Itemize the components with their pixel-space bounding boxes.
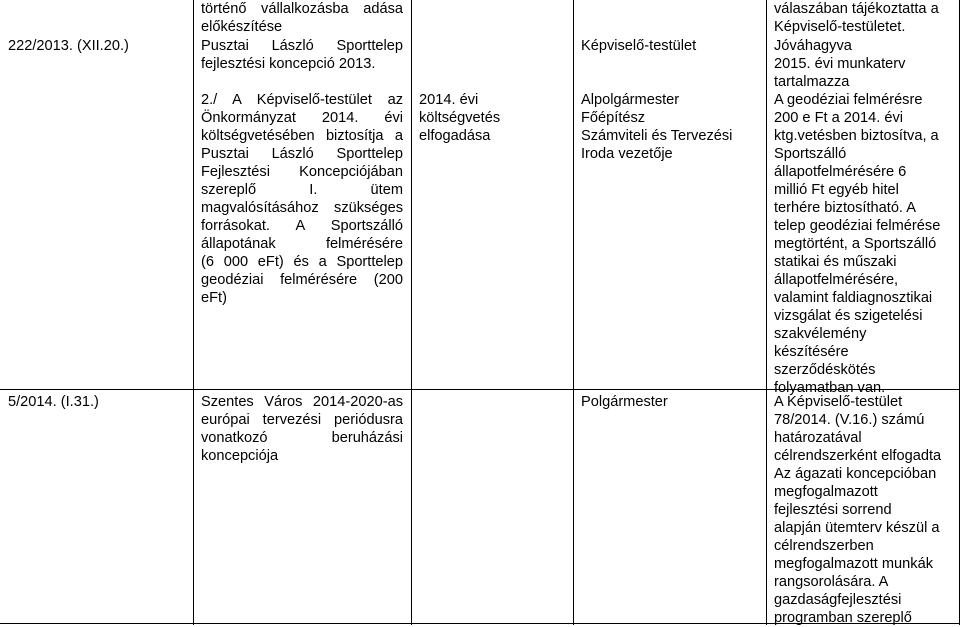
responsible xyxy=(581,91,761,163)
text-line: megfogalmazott xyxy=(774,484,878,500)
text-line: 200 e Ft a 2014. évi xyxy=(774,110,903,126)
column-divider xyxy=(766,0,767,625)
text-line: valamint faldiagnosztikai xyxy=(774,290,933,306)
responsible xyxy=(581,393,761,411)
resolution-subject xyxy=(201,393,403,465)
text-line: Az ágazati koncepcióban xyxy=(774,466,937,482)
top-row-subject xyxy=(201,0,403,36)
text-line: rangsorolására. A xyxy=(774,574,889,590)
text-line: 5/2014. (I.31.) xyxy=(8,394,99,410)
text-line: állapotfelmérésére 6 xyxy=(774,164,907,180)
text-line: Pusztai László Sporttelep xyxy=(201,38,403,54)
text-line: terhére biztosítható. A xyxy=(774,200,916,216)
text-line: Önkormányzat 2014. évi xyxy=(201,110,403,126)
text-line: 2./ A Képviselő-testület az xyxy=(201,92,403,108)
resolution-subject xyxy=(201,37,403,73)
text-line: telep geodéziai felmérése xyxy=(774,218,941,234)
status xyxy=(774,91,954,397)
text-line: eFt) xyxy=(201,290,227,306)
text-line: Fejlesztési Koncepciójában xyxy=(201,164,403,180)
column-divider xyxy=(411,0,412,625)
text-line: statikai és műszaki xyxy=(774,254,897,270)
text-line: forrásokat. A Sportszálló xyxy=(201,218,403,234)
column-divider xyxy=(193,0,194,625)
text-line: történő vállalkozásba adása xyxy=(201,1,403,17)
text-line: költségvetés xyxy=(419,110,501,126)
text-line: koncepciója xyxy=(201,448,279,464)
resolution-number xyxy=(8,393,188,411)
text-line: gazdaságfejlesztési xyxy=(774,592,902,608)
text-line: fejlesztési sorrend xyxy=(774,502,892,518)
text-line: A Képviselő-testület xyxy=(774,394,903,410)
text-line: ktg.vetésben biztosítva, a xyxy=(774,128,939,144)
text-line: szakvélemény xyxy=(774,326,867,342)
text-line: Alpolgármester xyxy=(581,92,680,108)
text-line: programban szereplő xyxy=(774,610,912,626)
text-line: tartalmazza xyxy=(774,74,850,90)
text-line: Képviselő-testület xyxy=(581,38,697,54)
text-line: 2015. évi munkaterv xyxy=(774,56,906,72)
deadline xyxy=(419,91,569,145)
text-line: előkészítése xyxy=(201,19,283,35)
status xyxy=(774,393,954,627)
text-line: vonatkozó beruházási xyxy=(201,430,403,446)
text-line: Polgármester xyxy=(581,394,668,410)
status xyxy=(774,37,954,91)
text-line: Iroda vezetője xyxy=(581,146,673,162)
text-line: célrendszerként elfogadta xyxy=(774,448,942,464)
text-line: magvalósításához szükséges xyxy=(201,200,403,216)
text-line: célrendszerben xyxy=(774,538,874,554)
text-line: Számviteli és Tervezési xyxy=(581,128,733,144)
text-line: Főépítész xyxy=(581,110,646,126)
text-line: állapotfelmérésére, xyxy=(774,272,899,288)
resolution-item-2 xyxy=(201,91,403,307)
text-line: határozatával xyxy=(774,430,862,446)
text-line: elfogadása xyxy=(419,128,491,144)
text-line: geodéziai felmérésére (200 xyxy=(201,272,403,288)
text-line: millió Ft egyéb hitel xyxy=(774,182,899,198)
text-line: folyamatban van. xyxy=(774,380,886,396)
text-line: vizsgálat és szigetelési xyxy=(774,308,923,324)
text-line: Jóváhagyva xyxy=(774,38,852,54)
text-line: Szentes Város 2014-2020-as xyxy=(201,394,403,410)
text-line: megtörtént, a Sportszálló xyxy=(774,236,937,252)
text-line: Pusztai László Sporttelep xyxy=(201,146,403,162)
top-row-status xyxy=(774,0,954,36)
text-line: alapján ütemterv készül a xyxy=(774,520,940,536)
column-divider xyxy=(573,0,574,625)
text-line: költségvetésében biztosítja a xyxy=(201,128,403,144)
text-line: 78/2014. (V.16.) számú xyxy=(774,412,925,428)
text-line: (6 000 eFt) és a Sporttelep xyxy=(201,254,403,270)
text-line: készítésére xyxy=(774,344,849,360)
text-line: 2014. évi xyxy=(419,92,479,108)
responsible xyxy=(581,37,761,55)
text-line: Képviselő-testületet. xyxy=(774,19,906,35)
resolution-number xyxy=(8,37,188,55)
text-line: szerződéskötés xyxy=(774,362,876,378)
text-line: állapotának felmérésére xyxy=(201,236,403,252)
text-line: válaszában tájékoztatta a xyxy=(774,1,939,17)
text-line: Sportszálló xyxy=(774,146,847,162)
text-line: megfogalmazott munkák xyxy=(774,556,933,572)
text-line: szereplő I. ütem xyxy=(201,182,403,198)
text-line: A geodéziai felmérésre xyxy=(774,92,923,108)
text-line: 222/2013. (XII.20.) xyxy=(8,38,129,54)
text-line: európai tervezési periódusra xyxy=(201,412,403,428)
text-line: fejlesztési koncepció 2013. xyxy=(201,56,376,72)
